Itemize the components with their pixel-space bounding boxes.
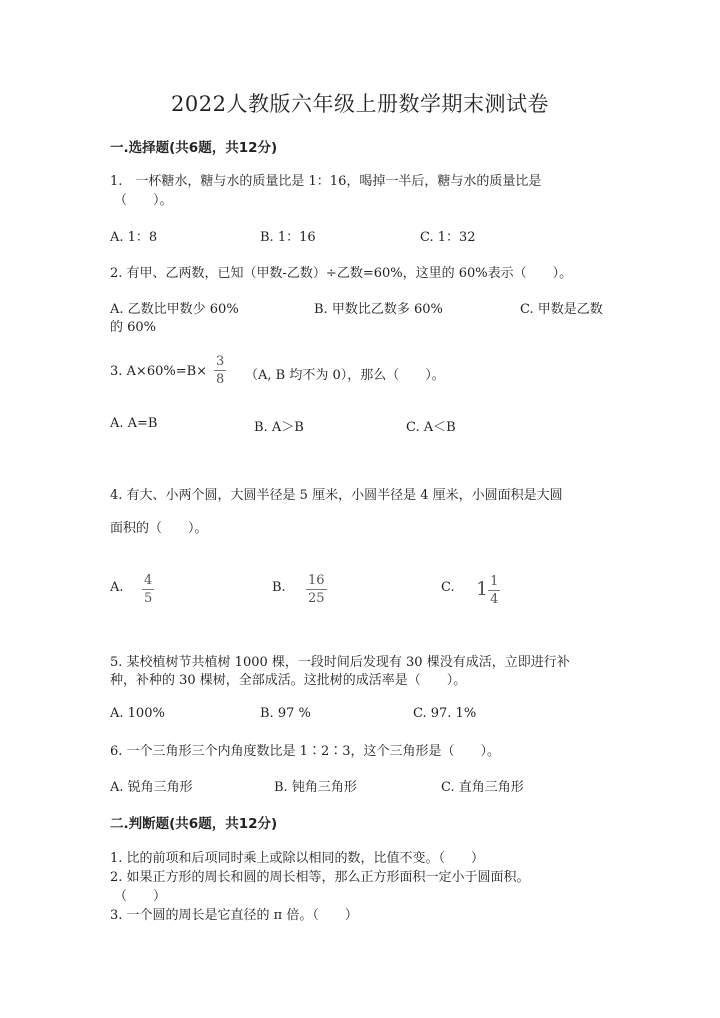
question-1-line-2: （ ）。	[114, 193, 173, 208]
judgement-question-2-line-1: 2. 如果正方形的周长和圆的周长相等，那么正方形面积一定小于圆面积。	[110, 870, 530, 885]
judgement-question-1: 1. 比的前项和后项同时乘上或除以相同的数，比值不变。（ ）	[110, 851, 485, 866]
fraction-denominator: 4	[490, 592, 499, 607]
fraction-numerator: 4	[144, 573, 153, 588]
question-4-option-a-fraction	[142, 573, 154, 606]
question-6-stem: 6. 一个三角形三个内角度数比是 1∶2∶3，这个三角形是（ ）。	[110, 744, 500, 759]
fraction-numerator: 3	[216, 354, 225, 369]
fraction-bar	[306, 589, 327, 590]
fraction-denominator: 8	[216, 372, 225, 387]
question-3-option-c: C. A＜B	[406, 420, 456, 435]
question-5-option-c: C. 97. 1%	[413, 706, 477, 721]
question-4-option-b-fraction	[306, 573, 327, 606]
question-6-option-c: C. 直角三角形	[441, 780, 524, 795]
question-2-option-b: B. 甲数比乙数多 60%	[314, 302, 443, 317]
fraction-bar	[142, 589, 154, 590]
question-3-option-b: B. A＞B	[254, 420, 304, 435]
question-3-fraction	[214, 354, 226, 387]
question-5-option-a: A. 100%	[110, 706, 165, 721]
judgement-question-3: 3. 一个圆的周长是它直径的 π 倍。（ ）	[110, 908, 358, 923]
page-title: 2022人教版六年级上册数学期末测试卷	[171, 92, 549, 116]
question-1-option-c: C. 1：32	[420, 230, 476, 245]
question-1-option-a: A. 1：8	[110, 230, 158, 245]
question-2-stem: 2. 有甲、乙两数，已知（甲数-乙数）÷乙数=60%，这里的 60%表示（ ）。	[110, 266, 573, 281]
fraction-bar	[488, 590, 500, 591]
question-5-line-1: 5. 某校植树节共植树 1000 棵，一段时间后发现有 30 棵没有成活，立即进行补	[110, 655, 570, 670]
mixed-number-whole: 1	[476, 578, 489, 600]
section-header-multiple-choice: 一.选择题(共6题，共12分)	[110, 140, 278, 156]
question-5-line-2: 种，补种的 30 棵树，全部成活。这批树的成活率是（ ）。	[110, 673, 467, 688]
section-header-true-false: 二.判断题(共6题，共12分)	[110, 816, 278, 832]
question-4-line-1: 4. 有大、小两个圆，大圆半径是 5 厘米，小圆半径是 4 厘米，小圆面积是大圆	[110, 488, 563, 503]
question-4-option-b-label: B.	[272, 580, 286, 595]
fraction-bar	[214, 370, 226, 371]
question-6-option-a: A. 锐角三角形	[110, 780, 193, 795]
question-1-option-b: B. 1：16	[260, 230, 316, 245]
judgement-question-2-line-2: （ ）	[114, 889, 167, 904]
question-6-option-b: B. 钝角三角形	[274, 780, 357, 795]
question-4-option-a-label: A.	[110, 580, 124, 595]
question-2-option-a: A. 乙数比甲数少 60%	[110, 302, 239, 317]
fraction-denominator: 5	[144, 591, 153, 606]
question-4-line-2: 面积的（ ）。	[110, 521, 208, 536]
question-3-stem-prefix: 3. A×60%=B×	[110, 364, 208, 379]
question-2-option-c-continued: 的 60%	[110, 320, 157, 335]
question-5-option-b: B. 97 %	[260, 706, 311, 721]
question-1-line-1: 1. 一杯糖水，糖与水的质量比是 1：16，喝掉一半后，糖与水的质量比是	[110, 174, 542, 189]
question-3-option-a: A. A=B	[110, 416, 158, 431]
fraction-denominator: 25	[308, 591, 325, 606]
question-4-option-c-label: C.	[441, 580, 455, 595]
fraction-numerator: 1	[490, 574, 499, 589]
question-2-option-c: C. 甲数是乙数	[520, 302, 603, 317]
question-4-option-c-mixed-number	[476, 574, 500, 607]
question-3-stem-suffix: （A, B 均不为 0），那么（ ）。	[245, 368, 445, 383]
fraction-numerator: 16	[308, 573, 325, 588]
mixed-number-fraction	[488, 574, 500, 607]
